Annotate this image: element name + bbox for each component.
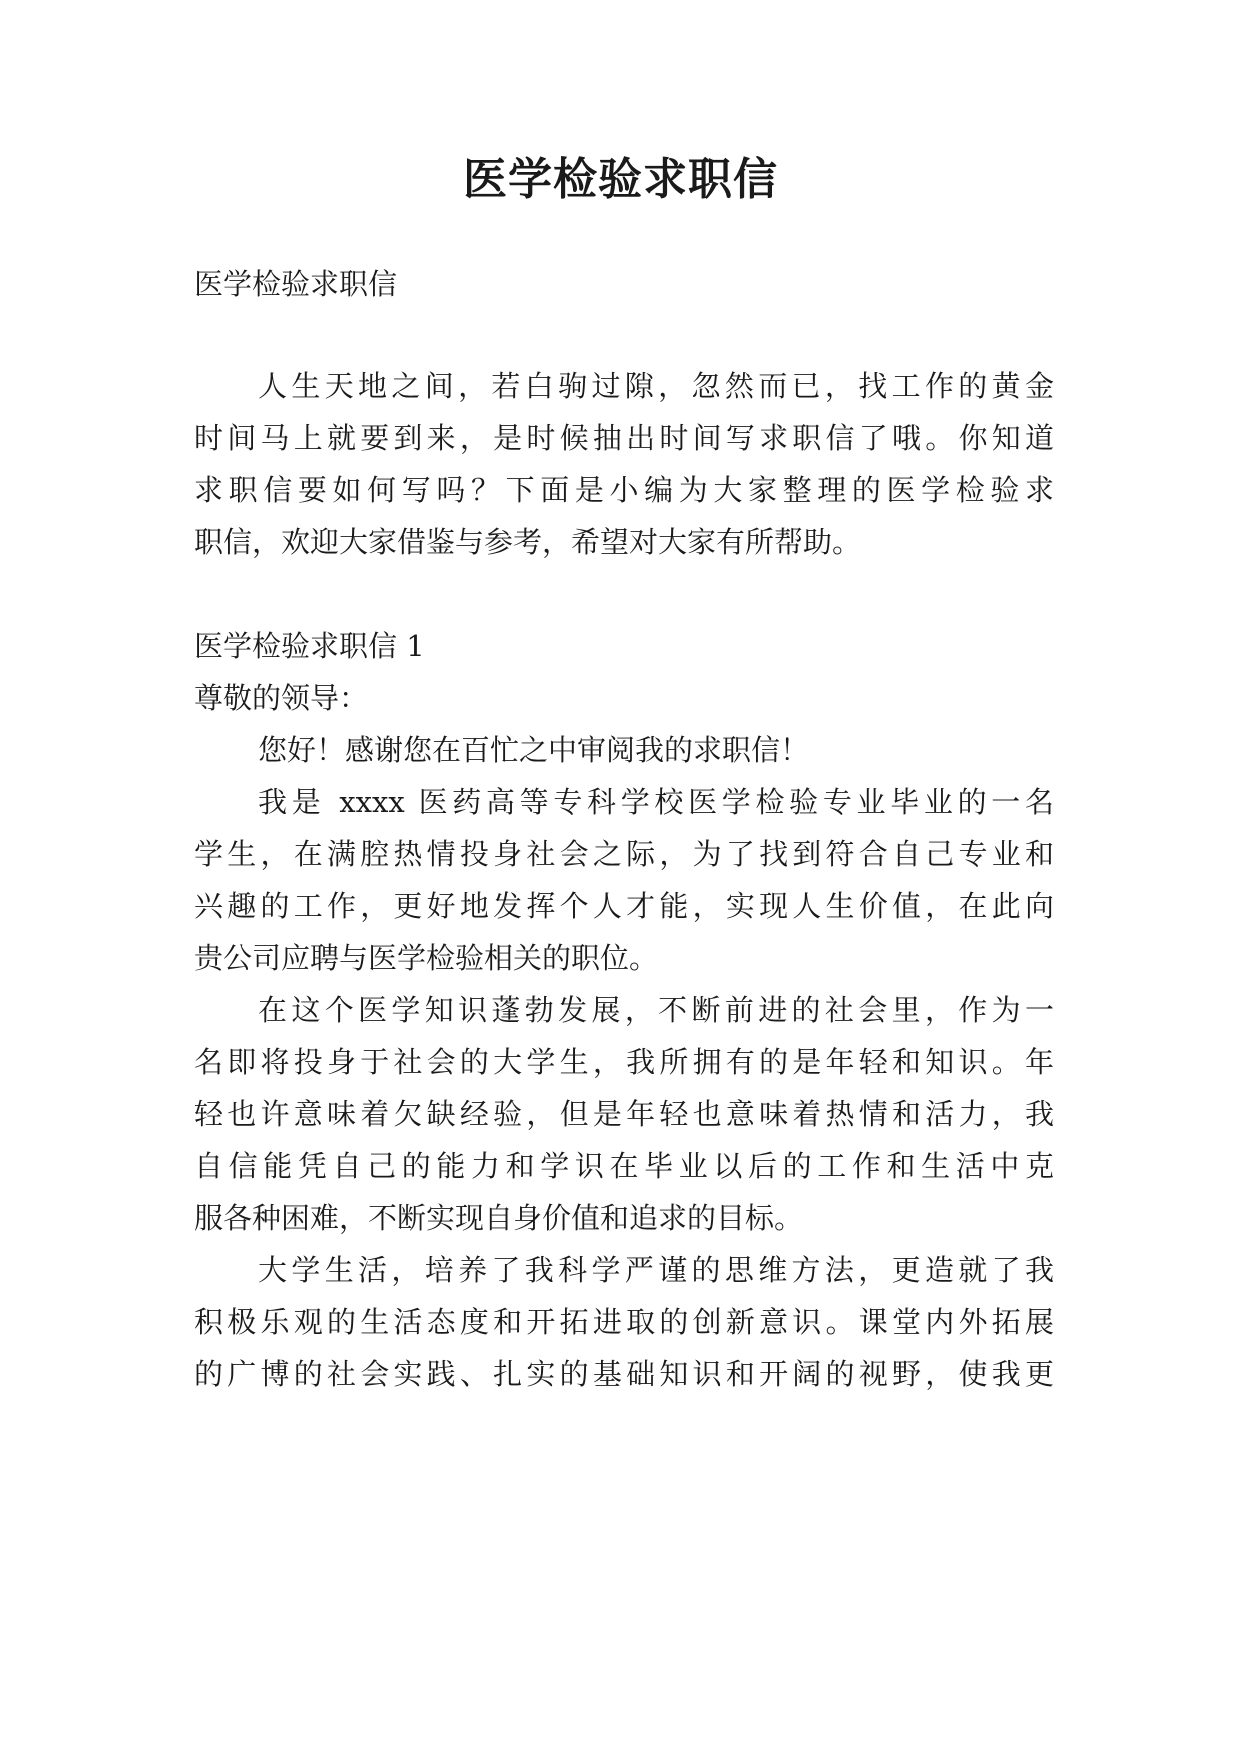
salutation: 尊敬的领导：: [194, 681, 369, 715]
intro-line: 人生天地之间，若白驹过隙，忽然而已，找工作的黄金: [258, 369, 1054, 403]
subtitle: 医学检验求职信: [194, 267, 398, 301]
letter-heading: 医学检验求职信 1: [194, 629, 425, 663]
paragraph-line: 名即将投身于社会的大学生，我所拥有的是年轻和知识。年: [194, 1045, 1054, 1079]
paragraph-line: 学生，在满腔热情投身社会之际，为了找到符合自己专业和: [194, 837, 1054, 871]
paragraph-line: 自信能凭自己的能力和学识在毕业以后的工作和生活中克: [194, 1149, 1054, 1183]
paragraph-line: 的广博的社会实践、扎实的基础知识和开阔的视野，使我更: [194, 1357, 1054, 1391]
greeting: 您好！感谢您在百忙之中审阅我的求职信！: [258, 733, 810, 767]
paragraph-line: 我是 xxxx 医药高等专科学校医学检验专业毕业的一名: [258, 785, 1054, 819]
paragraph-line: 兴趣的工作，更好地发挥个人才能，实现人生价值，在此向: [194, 889, 1054, 923]
paragraph-line: 服各种困难，不断实现自身价值和追求的目标。: [194, 1201, 804, 1235]
paragraph-line: 轻也许意味着欠缺经验，但是年轻也意味着热情和活力，我: [194, 1097, 1054, 1131]
intro-line: 时间马上就要到来，是时候抽出时间写求职信了哦。你知道: [194, 421, 1054, 455]
document-title: 医学检验求职信: [463, 154, 778, 205]
intro-line: 职信，欢迎大家借鉴与参考，希望对大家有所帮助。: [194, 525, 862, 559]
intro-line: 求职信要如何写吗？下面是小编为大家整理的医学检验求: [194, 473, 1054, 507]
paragraph-line: 积极乐观的生活态度和开拓进取的创新意识。课堂内外拓展: [194, 1305, 1054, 1339]
paragraph-line: 在这个医学知识蓬勃发展，不断前进的社会里，作为一: [258, 993, 1054, 1027]
paragraph-line: 大学生活，培养了我科学严谨的思维方法，更造就了我: [258, 1253, 1054, 1287]
paragraph-line: 贵公司应聘与医学检验相关的职位。: [194, 941, 659, 975]
